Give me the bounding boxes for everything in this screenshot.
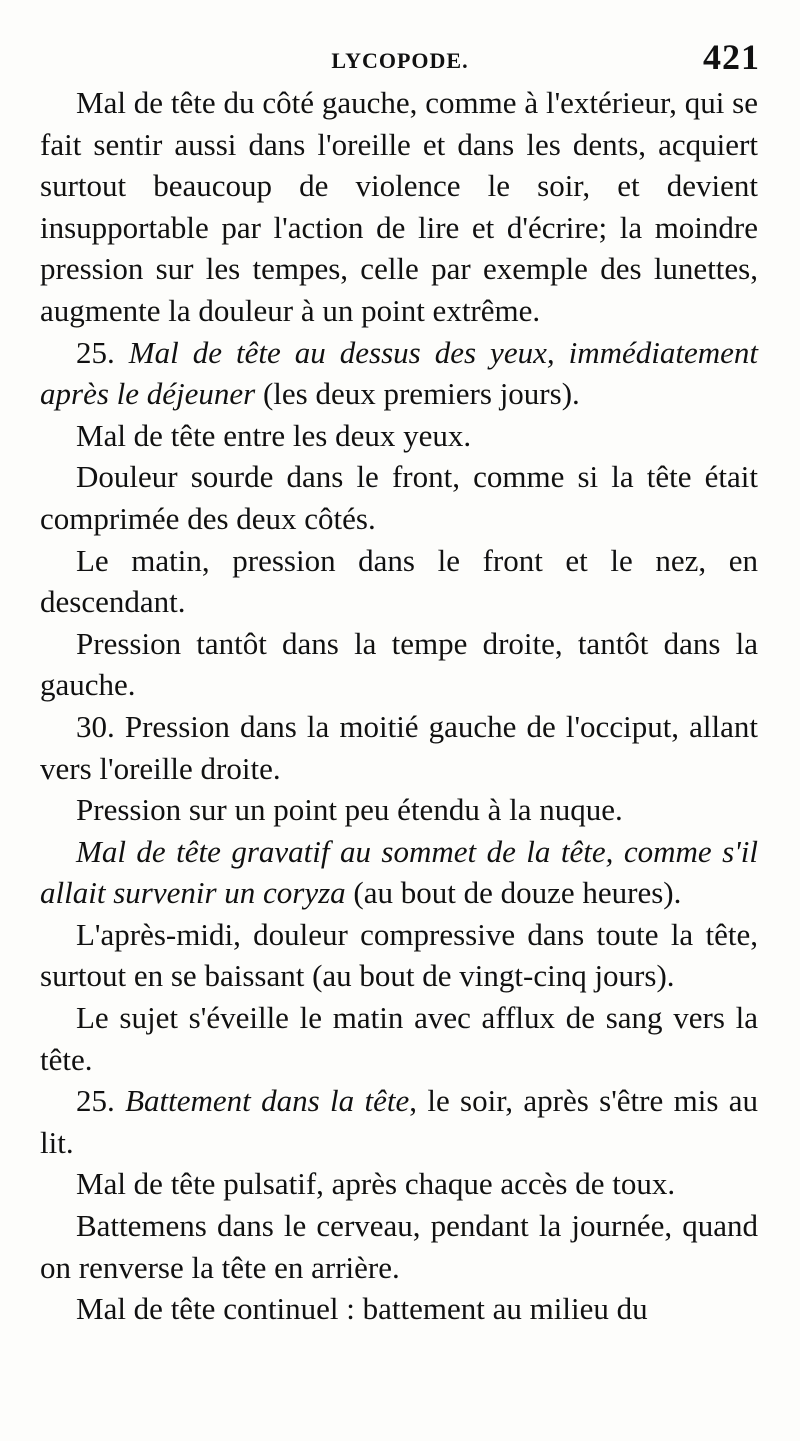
paragraph-text: Mal de tête du côté gauche, comme à l'extérieur, qui se fait sentir aussi dans l'oreille et dans les dents, acquiert surtout beaucoup de violence le soir, et devient insupportable par l'action de lire et d'écrire; la moindre pression sur les tempes, celle par exemple des lunettes, augmente la douleur à un point extrême. [40,85,758,328]
paragraph-number: 25. [76,1083,115,1119]
paragraph [40,540,758,623]
paragraph-text: Le sujet s'éveille le matin avec afflux de sang vers la tête. [40,1000,758,1077]
body-text [40,82,758,1330]
paragraph-text: , le soir, après s'être mis au lit. [40,1083,758,1160]
paragraph-text: L'après-midi, douleur compressive dans toute la tête, surtout en se baissant (au bout de vingt-cinq jours). [40,916,758,994]
paragraph [40,831,758,914]
paragraph [40,789,758,831]
paragraph-text: Pression sur un point peu étendu à la nuque. [76,792,623,828]
paragraph [40,914,758,997]
running-head: LYCOPODE. [331,48,469,73]
paragraph [40,706,758,789]
paragraph [40,456,758,539]
paragraph-text: Mal de tête pulsatif, après chaque accès de toux. [76,1166,676,1202]
paragraph-italic-text: Mal de tête au dessus des yeux, immédiatement après le déjeuner [40,334,758,412]
paragraph [40,415,758,457]
page-number: 421 [703,37,760,77]
paragraph [40,1288,758,1330]
paragraph-text: Douleur sourde dans le front, comme si la tête était comprimée des deux côtés. [40,459,758,536]
paragraph-italic-text: Mal de tête gravatif au sommet de la tête, comme s'il allait survenir un coryza [40,833,758,911]
paragraph-text: Pression tantôt dans la tempe droite, tantôt dans la gauche. [40,625,758,703]
paragraph-text: Battemens dans le cerveau, pendant la journée, quand on renverse la tête en arrière. [40,1208,758,1285]
paragraph-text: Mal de tête continuel : battement au milieu du [76,1291,648,1327]
paragraph-text: (au bout de douze heures). [345,875,682,911]
paragraph [40,1080,758,1163]
paragraph [40,82,758,332]
paragraph [40,1163,758,1205]
paragraph-text: Mal de tête entre les deux yeux. [76,417,472,453]
paragraph-text: (les deux premiers jours). [255,376,580,412]
page-header [40,37,760,84]
paragraph-text: Pression dans la moitié gauche de l'occiput, allant vers l'oreille droite. [40,708,758,786]
paragraph-number: 30. [76,708,115,744]
paragraph [40,1205,758,1288]
paragraph-number: 25. [76,334,115,370]
paragraph-text: Le matin, pression dans le front et le nez, en descendant. [40,542,758,620]
paragraph [40,332,758,415]
paragraph [40,623,758,706]
paragraph-italic-text: Battement dans la tête [125,1083,410,1119]
paragraph [40,997,758,1080]
